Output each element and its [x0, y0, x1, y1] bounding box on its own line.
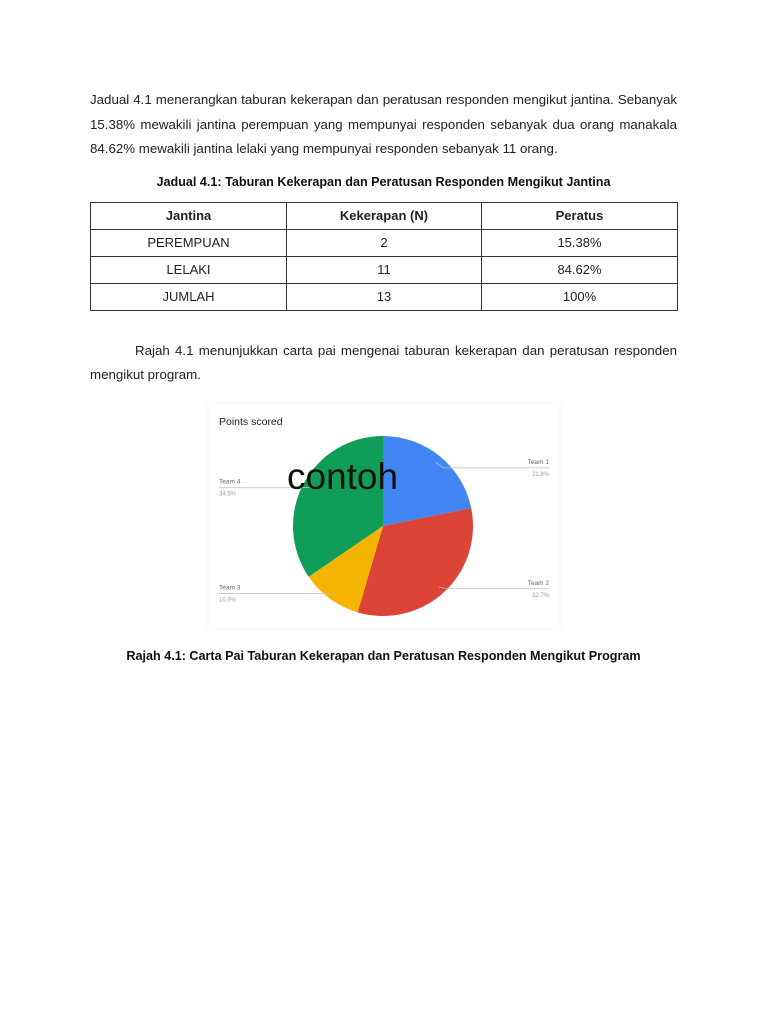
document-page [90, 88, 677, 666]
table-header-row [91, 202, 678, 229]
watermark-text: contoh [287, 455, 399, 497]
table-header-cell: Jantina [91, 202, 287, 229]
slice-label: Team 3 [219, 583, 241, 591]
slice-label: Team 1 [527, 458, 549, 466]
slice-value-label: 10.9% [219, 596, 237, 603]
table-cell: 2 [287, 229, 482, 256]
table-cell: JUMLAH [91, 283, 287, 310]
slice-value-label: 21.8% [531, 471, 549, 478]
pie-chart [209, 404, 559, 628]
pie-chart-figure [209, 404, 559, 628]
table-row [91, 256, 678, 283]
table-cell: 11 [287, 256, 482, 283]
chart-title: Points scored [219, 415, 283, 428]
table-cell: 100% [482, 283, 678, 310]
paragraph-jadual-description: Jadual 4.1 menerangkan taburan kekerapan dan peratusan responden mengikut jantina. Sebanyak 15.38% mewakili jantina perempuan yang mempunyai responden sebanyak dua orang manakala 84.62% mewakili jantina lelaki yang mempunyai responden sebanyak 11 orang. [90, 92, 677, 156]
slice-value-label: 34.5% [219, 491, 237, 498]
table-cell: 84.62% [482, 256, 678, 283]
paragraph-rajah-description: Rajah 4.1 menunjukkan carta pai mengenai taburan kekerapan dan peratusan responden mengikut program. [90, 342, 677, 382]
table-cell: 13 [287, 283, 482, 310]
table-header-cell: Peratus [482, 202, 678, 229]
table-row [91, 283, 678, 310]
chart-caption: Rajah 4.1: Carta Pai Taburan Kekerapan dan Peratusan Responden Mengikut Program [126, 648, 641, 663]
leader-line [439, 587, 549, 589]
slice-value-label: 32.7% [531, 592, 549, 599]
slice-label: Team 2 [527, 579, 549, 587]
gender-frequency-table [90, 202, 678, 311]
table-header-cell: Kekerapan (N) [287, 202, 482, 229]
table-cell: 15.38% [482, 229, 678, 256]
slice-label: Team 4 [219, 478, 241, 486]
table-cell: LELAKI [91, 256, 287, 283]
table-caption: Jadual 4.1: Taburan Kekerapan dan Peratusan Responden Mengikut Jantina [156, 174, 611, 189]
table-cell: PEREMPUAN [91, 229, 287, 256]
table-row [91, 229, 678, 256]
